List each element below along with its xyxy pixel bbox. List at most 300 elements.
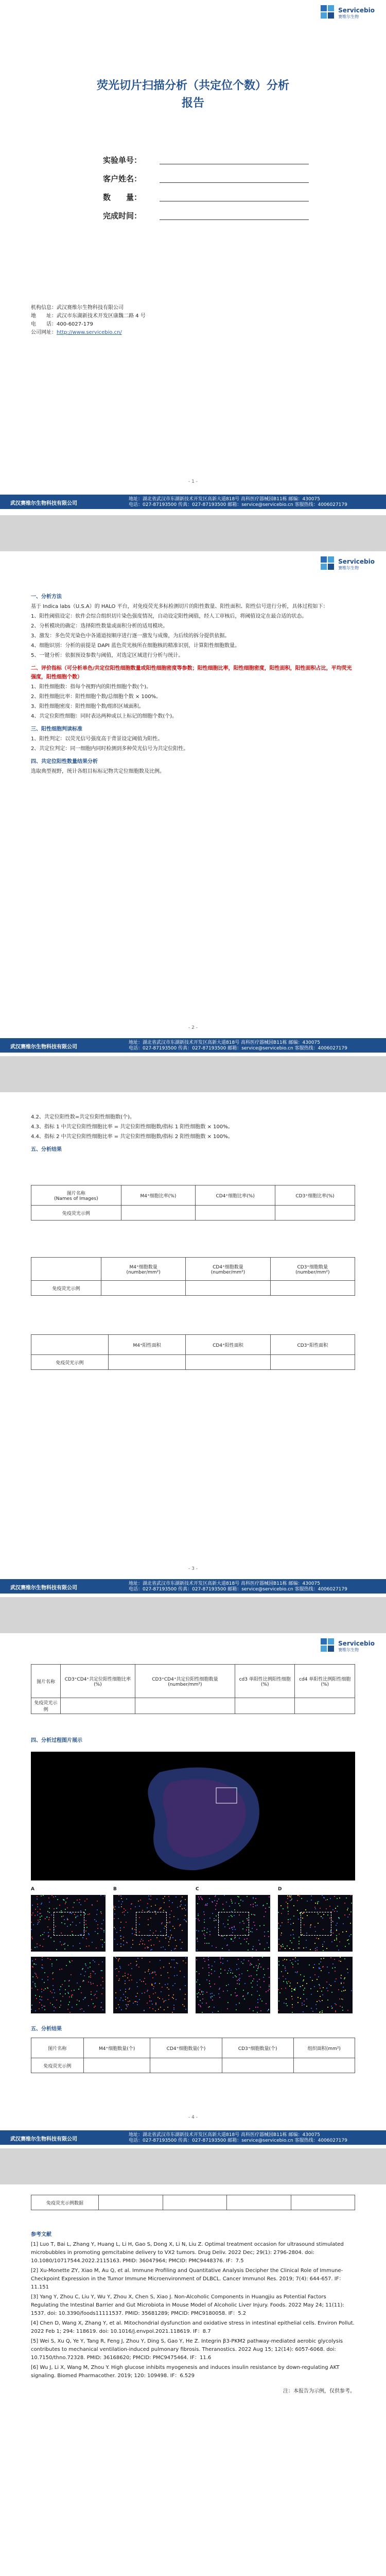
cell-signal-dot <box>161 1991 162 1992</box>
website-link[interactable]: http://www.servicebio.cn/ <box>57 330 122 335</box>
cell-signal-dot <box>41 1999 42 2001</box>
cell-signal-dot <box>33 1963 34 1964</box>
field-quantity <box>103 192 309 202</box>
cell-signal-dot <box>280 1925 281 1926</box>
table-cell <box>227 2195 291 2210</box>
cell-signal-dot <box>220 1958 221 1959</box>
table-continued <box>31 2195 355 2210</box>
cell-signal-dot <box>125 1999 126 2000</box>
cell-signal-dot <box>314 1907 315 1908</box>
cell-signal-dot <box>229 1906 230 1907</box>
cell-signal-dot <box>319 1968 320 1969</box>
page-footer <box>0 1579 386 1594</box>
table-cell <box>101 1281 185 1296</box>
page-number: - 2 - <box>188 1025 198 1030</box>
cell-signal-dot <box>343 1982 344 1984</box>
cell-signal-dot <box>322 1946 323 1947</box>
cell-signal-dot <box>199 1899 200 1900</box>
cell-signal-dot <box>206 1979 207 1980</box>
indicator-item: 4、共定位阳性细胞：同时表达两种或以上标记的细胞个数(个)。 <box>31 714 178 719</box>
cell-signal-dot <box>237 1995 238 1996</box>
cell-signal-dot <box>47 1926 48 1927</box>
cell-signal-dot <box>103 1930 104 1931</box>
cell-signal-dot <box>97 1928 98 1929</box>
cell-signal-dot <box>145 1947 146 1948</box>
cell-signal-dot <box>256 1950 257 1951</box>
cell-signal-dot <box>346 1931 347 1932</box>
cell-signal-dot <box>42 1946 43 1947</box>
cell-signal-dot <box>149 1961 150 1962</box>
cell-signal-dot <box>306 1940 307 1941</box>
reference-item: [5] Wei S, Xu Q, Ye Y, Tang R, Feng J, Zhou Y, Ding S, Gao Y, He Z. Integrin β3-PKM2 pathway-mediated aerobic glycolysis contributes to mechanical ventilation-induced pulmonary fibrosis. Theranostics. 2022 Aug 15; 12(14): 6057-6068. doi: 10.7150/thno.72328. PMID: 36168620; PMCID: PMC9475464. IF：11.6 <box>31 2338 343 2361</box>
cell-signal-dot <box>53 1989 54 1990</box>
cell-signal-dot <box>210 1993 211 1994</box>
slide-overview-image <box>31 1752 355 1880</box>
cell-signal-dot <box>63 1899 64 1900</box>
cell-signal-dot <box>234 1938 235 1939</box>
cell-signal-dot <box>44 2006 45 2007</box>
cell-signal-dot <box>122 1912 123 1913</box>
cell-signal-dot <box>114 1909 115 1910</box>
cell-signal-dot <box>208 1957 209 1958</box>
page-cover <box>0 0 386 515</box>
cell-signal-dot <box>89 1934 90 1935</box>
cell-signal-dot <box>278 1964 279 1965</box>
cell-signal-dot <box>86 1938 87 1939</box>
cell-signal-dot <box>215 1920 216 1921</box>
logo-subname: 赛维尔生物 <box>338 1647 359 1652</box>
cell-signal-dot <box>290 1924 291 1925</box>
cell-signal-dot <box>214 2007 215 2008</box>
table-cell: 图片名称 (Names of Images) <box>31 1185 121 1206</box>
cell-signal-dot <box>43 1990 44 1991</box>
cell-signal-dot <box>45 1918 46 1919</box>
cell-signal-dot <box>94 2007 95 2008</box>
cell-signal-dot <box>205 1905 206 1906</box>
cell-signal-dot <box>32 1960 33 1961</box>
cell-signal-dot <box>312 1980 313 1981</box>
cell-signal-dot <box>196 1930 197 1931</box>
cell-signal-dot <box>125 1989 126 1990</box>
cell-signal-dot <box>175 1940 176 1941</box>
cell-signal-dot <box>159 1983 160 1984</box>
cell-signal-dot <box>288 1919 289 1920</box>
cell-signal-dot <box>212 1913 213 1914</box>
cell-signal-dot <box>200 2006 201 2007</box>
cell-signal-dot <box>169 1921 170 1922</box>
cell-signal-dot <box>347 1969 348 1970</box>
cell-signal-dot <box>198 1919 199 1920</box>
cell-signal-dot <box>254 1914 255 1916</box>
cell-signal-dot <box>334 1911 335 1912</box>
cell-signal-dot <box>119 1966 120 1967</box>
cell-signal-dot <box>39 2002 40 2003</box>
cell-signal-dot <box>212 1993 213 1994</box>
cell-signal-dot <box>85 1909 86 1910</box>
cell-signal-dot <box>278 1912 279 1913</box>
cell-signal-dot <box>51 1895 52 1896</box>
table-header: CD4⁺阳性面积 <box>186 1335 270 1355</box>
cell-signal-dot <box>343 1987 344 1988</box>
cell-signal-dot <box>281 1971 282 1972</box>
cell-signal-dot <box>172 1926 173 1927</box>
cell-signal-dot <box>280 1935 282 1936</box>
cell-signal-dot <box>287 1898 288 1899</box>
cell-signal-dot <box>62 1996 63 1997</box>
cell-signal-dot <box>50 1991 51 1992</box>
cell-signal-dot <box>284 1959 285 1960</box>
cell-signal-dot <box>290 1935 291 1936</box>
cell-signal-dot <box>278 1923 279 1924</box>
cell-signal-dot <box>291 1991 292 1992</box>
cell-signal-dot <box>209 1934 210 1935</box>
criteria-item: 2、共定位判定：同一细胞内同时检测到多种荧光信号为共定位阳性。 <box>31 746 189 752</box>
cell-signal-dot <box>120 1943 121 1944</box>
cell-signal-dot <box>287 1983 288 1984</box>
cell-signal-dot <box>306 1947 307 1948</box>
cell-signal-dot <box>56 1959 57 1960</box>
cell-signal-dot <box>259 1995 260 1996</box>
cell-signal-dot <box>88 2005 89 2006</box>
cell-signal-dot <box>200 1994 201 1995</box>
cell-signal-dot <box>54 1908 55 1909</box>
table-header: CD3⁺细胞数量 (number/mm²) <box>270 1258 355 1281</box>
cell-signal-dot <box>101 1928 102 1929</box>
cell-signal-dot <box>314 1986 315 1987</box>
cell-signal-dot <box>253 1914 254 1915</box>
cell-signal-dot <box>321 1958 322 1959</box>
cell-signal-dot <box>59 1989 60 1990</box>
cell-signal-dot <box>115 1957 116 1958</box>
cell-signal-dot <box>151 1984 152 1985</box>
cell-signal-dot <box>250 1904 251 1905</box>
cell-signal-dot <box>169 1914 170 1915</box>
cell-signal-dot <box>142 1943 143 1944</box>
cell-signal-dot <box>287 1945 288 1946</box>
cell-signal-dot <box>291 1900 292 1901</box>
cell-signal-dot <box>151 1973 152 1974</box>
cell-signal-dot <box>32 1981 33 1982</box>
cell-signal-dot <box>212 1999 213 2001</box>
reference-item: [1] Luo T, Bai L, Zhang Y, Huang L, Li H, Gao S, Dong X, Li N, Liu Z. Optimal treatment occasion for ultrasound stimulated microbubbles in promoting gemcitabine delivery to VX2 tumors. Drug Deliv. 2022 Dec; 29(1): 2796-2804. doi: 10.1080/10717544.2022.2115163. PMID: 36047964; PMCID: PMC9448376. IF：7.5 <box>31 2242 344 2264</box>
cell-signal-dot <box>253 1978 254 1979</box>
cell-signal-dot <box>147 1991 148 1992</box>
cell-signal-dot <box>62 1984 63 1985</box>
cell-signal-dot <box>279 1992 280 1993</box>
cell-signal-dot <box>103 1920 104 1921</box>
cell-signal-dot <box>41 1989 42 1990</box>
cell-signal-dot <box>259 1963 260 1964</box>
cell-signal-dot <box>266 1991 267 1992</box>
cell-signal-dot <box>136 1961 137 1962</box>
cell-signal-dot <box>336 1939 337 1940</box>
cell-signal-dot <box>182 1930 183 1931</box>
cell-signal-dot <box>293 1916 294 1917</box>
cell-signal-dot <box>202 2012 203 2013</box>
cell-signal-dot <box>259 1925 260 1926</box>
cell-signal-dot <box>151 1985 152 1986</box>
cell-signal-dot <box>280 1905 282 1906</box>
table-header: CD3⁺细胞比率(%) <box>275 1185 355 1206</box>
cell-signal-dot <box>292 1964 293 1965</box>
cell-signal-dot <box>162 1998 163 1999</box>
logo-name: Servicebio <box>338 1639 375 1647</box>
cell-signal-dot <box>268 1968 269 1969</box>
cell-signal-dot <box>63 1944 64 1945</box>
cell-signal-dot <box>253 1922 254 1923</box>
cell-signal-dot <box>185 1905 186 1906</box>
cell-signal-dot <box>47 1988 48 1989</box>
cell-signal-dot <box>96 1991 97 1992</box>
cell-signal-dot <box>125 1991 126 1992</box>
cell-signal-dot <box>131 1979 132 1980</box>
cell-signal-dot <box>149 1899 150 1900</box>
cell-signal-dot <box>286 1998 287 1999</box>
cell-signal-dot <box>34 1973 36 1974</box>
cell-signal-dot <box>258 1965 259 1967</box>
cell-signal-dot <box>342 1999 343 2000</box>
cell-signal-dot <box>198 1915 199 1916</box>
cell-signal-dot <box>167 1987 168 1988</box>
slide-overview-svg <box>31 1752 355 1880</box>
cell-signal-dot <box>337 1923 338 1924</box>
cell-signal-dot <box>314 1964 315 1965</box>
cell-signal-dot <box>173 1998 174 1999</box>
cell-signal-dot <box>285 1978 286 1979</box>
cell-signal-dot <box>264 1931 265 1933</box>
cell-signal-dot <box>203 1958 204 1959</box>
cell-signal-dot <box>172 1985 173 1986</box>
cell-signal-dot <box>96 1921 97 1922</box>
cell-signal-dot <box>197 1939 198 1940</box>
cell-signal-dot <box>286 1981 287 1982</box>
cell-signal-dot <box>264 1981 265 1982</box>
cell-signal-dot <box>322 1895 323 1896</box>
cell-signal-dot <box>164 2009 165 2010</box>
cell-signal-dot <box>350 1934 352 1935</box>
cell-signal-dot <box>81 1992 82 1993</box>
cell-signal-dot <box>90 1982 91 1983</box>
cell-signal-dot <box>196 1981 197 1982</box>
cell-signal-dot <box>49 1902 50 1903</box>
table-cell <box>186 1355 270 1370</box>
cell-signal-dot <box>327 1967 328 1968</box>
table-header: M4⁺细胞数量(个) <box>83 2038 150 2058</box>
cell-signal-dot <box>41 1903 42 1904</box>
cell-signal-dot <box>337 1906 338 1907</box>
cell-signal-dot <box>297 2002 299 2003</box>
cell-signal-dot <box>251 1914 252 1915</box>
cell-signal-dot <box>268 1931 269 1932</box>
cell-signal-dot <box>278 1961 279 1962</box>
cell-signal-dot <box>61 1969 62 1970</box>
report-title-line1: 荧光切片扫描分析（共定位个数）分析 <box>96 79 289 92</box>
cell-signal-dot <box>148 1969 149 1970</box>
cell-signal-dot <box>97 1901 98 1902</box>
cell-signal-dot <box>185 1920 186 1921</box>
cell-signal-dot <box>248 1943 249 1944</box>
reference-item: [3] Yang Y, Zhou C, Liu Y, Wu Y, Zhou X, Chen S, Xiao J. Non-Alcoholic Components in Huangjiu as Potential Factors Regulating the Intestinal Barrier and Gut Microbiota in Mouse Model of Alcoholic Liver Injury. Foods. 2022 May 24; 11(11): 1537. doi: 10.3390/foods11111537. PMID: 35681289; PMCID: PMC9180058. IF：5.2 <box>31 2294 344 2316</box>
cell-signal-dot <box>281 1913 282 1914</box>
cell-signal-dot <box>337 1898 338 1899</box>
cell-signal-dot <box>39 1921 40 1922</box>
cell-signal-dot <box>327 2007 328 2008</box>
cell-signal-dot <box>340 2006 341 2007</box>
cell-signal-dot <box>302 1985 303 1986</box>
cell-signal-dot <box>155 1992 156 1993</box>
cell-signal-dot <box>204 1935 205 1936</box>
cell-signal-dot <box>41 2005 42 2006</box>
cell-signal-dot <box>132 1940 133 1941</box>
cell-signal-dot <box>97 1985 98 1986</box>
cell-signal-dot <box>239 1984 240 1985</box>
cell-signal-dot <box>283 1976 284 1977</box>
cell-signal-dot <box>319 1984 320 1985</box>
cell-signal-dot <box>123 1940 124 1941</box>
cell-signal-dot <box>61 1910 62 1911</box>
cell-signal-dot <box>210 1997 212 1998</box>
cell-signal-dot <box>77 1900 78 1901</box>
cell-signal-dot <box>226 1985 227 1986</box>
method-step: 5、一键分析：依据预设参数与阈值，对选定区域进行分析与统计。 <box>31 653 184 658</box>
cell-signal-dot <box>204 1930 205 1931</box>
cell-signal-dot <box>295 1972 296 1973</box>
cell-signal-dot <box>339 1941 340 1942</box>
cell-signal-dot <box>171 1935 172 1936</box>
cell-signal-dot <box>120 1997 121 1998</box>
cell-signal-dot <box>291 1895 292 1896</box>
cell-signal-dot <box>176 1962 177 1963</box>
table-cell <box>61 1698 135 1714</box>
cell-signal-dot <box>163 1898 164 1899</box>
cell-signal-dot <box>199 1973 200 1974</box>
cell-signal-dot <box>227 2002 229 2003</box>
contact-website <box>31 329 146 337</box>
cell-signal-dot <box>165 1984 166 1985</box>
table-header <box>31 1258 101 1281</box>
logo-name: Servicebio <box>338 557 375 565</box>
cell-signal-dot <box>55 1896 56 1897</box>
cell-signal-dot <box>163 2002 164 2003</box>
cell-signal-dot <box>147 1903 148 1904</box>
cell-signal-dot <box>231 1970 232 1971</box>
cell-signal-dot <box>336 1930 337 1931</box>
cell-signal-dot <box>314 1974 315 1975</box>
cell-signal-dot <box>287 1907 288 1908</box>
table-cell: 免疫荧光示例 <box>31 1355 109 1370</box>
cell-signal-dot <box>196 1971 197 1972</box>
cell-signal-dot <box>263 1977 264 1978</box>
cell-signal-dot <box>165 2000 166 2001</box>
cell-signal-dot <box>145 1972 146 1973</box>
cell-signal-dot <box>50 1937 51 1938</box>
indicator-item: 3、阳性细胞密度：阳性细胞个数/组织区域面积。 <box>31 704 144 709</box>
cell-signal-dot <box>97 1909 98 1910</box>
cell-signal-dot <box>51 1914 52 1916</box>
cell-signal-dot <box>152 1977 153 1978</box>
cell-signal-dot <box>351 1903 352 1904</box>
cell-signal-dot <box>102 1977 103 1978</box>
cell-signal-dot <box>269 1896 270 1897</box>
cell-signal-dot <box>198 1930 199 1931</box>
cell-signal-dot <box>130 1975 131 1976</box>
cell-signal-dot <box>278 1989 279 1990</box>
cell-signal-dot <box>116 1975 117 1976</box>
cell-signal-dot <box>48 1897 49 1899</box>
cell-signal-dot <box>204 1922 205 1923</box>
cell-signal-dot <box>289 1896 290 1897</box>
cell-signal-dot <box>42 1957 43 1958</box>
cell-signal-dot <box>248 1960 249 1961</box>
cell-signal-dot <box>219 1976 220 1977</box>
cell-signal-dot <box>153 1944 154 1945</box>
table-cell <box>235 1698 295 1714</box>
cell-signal-dot <box>127 2006 128 2007</box>
field-label: 完成时间： <box>103 211 142 221</box>
cell-signal-dot <box>235 1975 236 1976</box>
cell-signal-dot <box>221 1936 222 1937</box>
cell-signal-dot <box>289 1895 290 1896</box>
cell-signal-dot <box>303 1990 304 1991</box>
cell-signal-dot <box>227 1960 228 1961</box>
cell-signal-dot <box>295 1988 296 1989</box>
cell-signal-dot <box>260 1987 261 1988</box>
cell-signal-dot <box>51 1963 52 1964</box>
cell-signal-dot <box>101 2002 102 2003</box>
cell-signal-dot <box>179 1925 180 1926</box>
field-customer <box>103 173 309 184</box>
cell-signal-dot <box>327 1990 328 1991</box>
cell-signal-dot <box>84 1975 85 1976</box>
cell-signal-dot <box>203 1991 204 1992</box>
methods-text <box>31 592 355 777</box>
cell-signal-dot <box>69 1996 70 1997</box>
cell-signal-dot <box>178 1919 179 1920</box>
logo-icon <box>321 5 336 21</box>
panel-label-b: B <box>113 1887 117 1892</box>
cell-signal-dot <box>247 1970 248 1971</box>
cell-signal-dot <box>335 2011 336 2012</box>
cell-signal-dot <box>121 1898 122 1899</box>
cell-signal-dot <box>136 1982 137 1983</box>
footer-info <box>129 497 347 508</box>
cell-signal-dot <box>31 2009 32 2010</box>
footer-line2: 电话：027-87193500 传真：027-87193500 邮箱：service@servicebio.cn 客服热线：4006027179 <box>129 502 347 507</box>
cell-signal-dot <box>38 1920 39 1921</box>
cell-signal-dot <box>73 1907 74 1908</box>
cell-signal-dot <box>158 2009 159 2010</box>
cell-signal-dot <box>37 1943 38 1944</box>
cell-signal-dot <box>206 2003 207 2004</box>
cell-signal-dot <box>341 1998 342 1999</box>
cell-signal-dot <box>39 1996 40 1997</box>
cell-signal-dot <box>268 1990 269 1991</box>
cell-signal-dot <box>169 1939 170 1940</box>
cell-signal-dot <box>342 1931 343 1933</box>
cell-signal-dot <box>210 1986 211 1987</box>
cell-signal-dot <box>302 2005 303 2006</box>
cell-signal-dot <box>180 1939 181 1940</box>
cell-signal-dot <box>286 1959 287 1960</box>
fluorescence-panel <box>196 1895 270 1952</box>
cell-signal-dot <box>218 1899 219 1900</box>
cell-signal-dot <box>310 1977 311 1978</box>
cell-signal-dot <box>291 1996 292 1997</box>
cell-signal-dot <box>45 1988 46 1989</box>
table-row <box>31 1281 355 1296</box>
cell-signal-dot <box>319 1967 320 1968</box>
cell-signal-dot <box>40 1999 41 2000</box>
